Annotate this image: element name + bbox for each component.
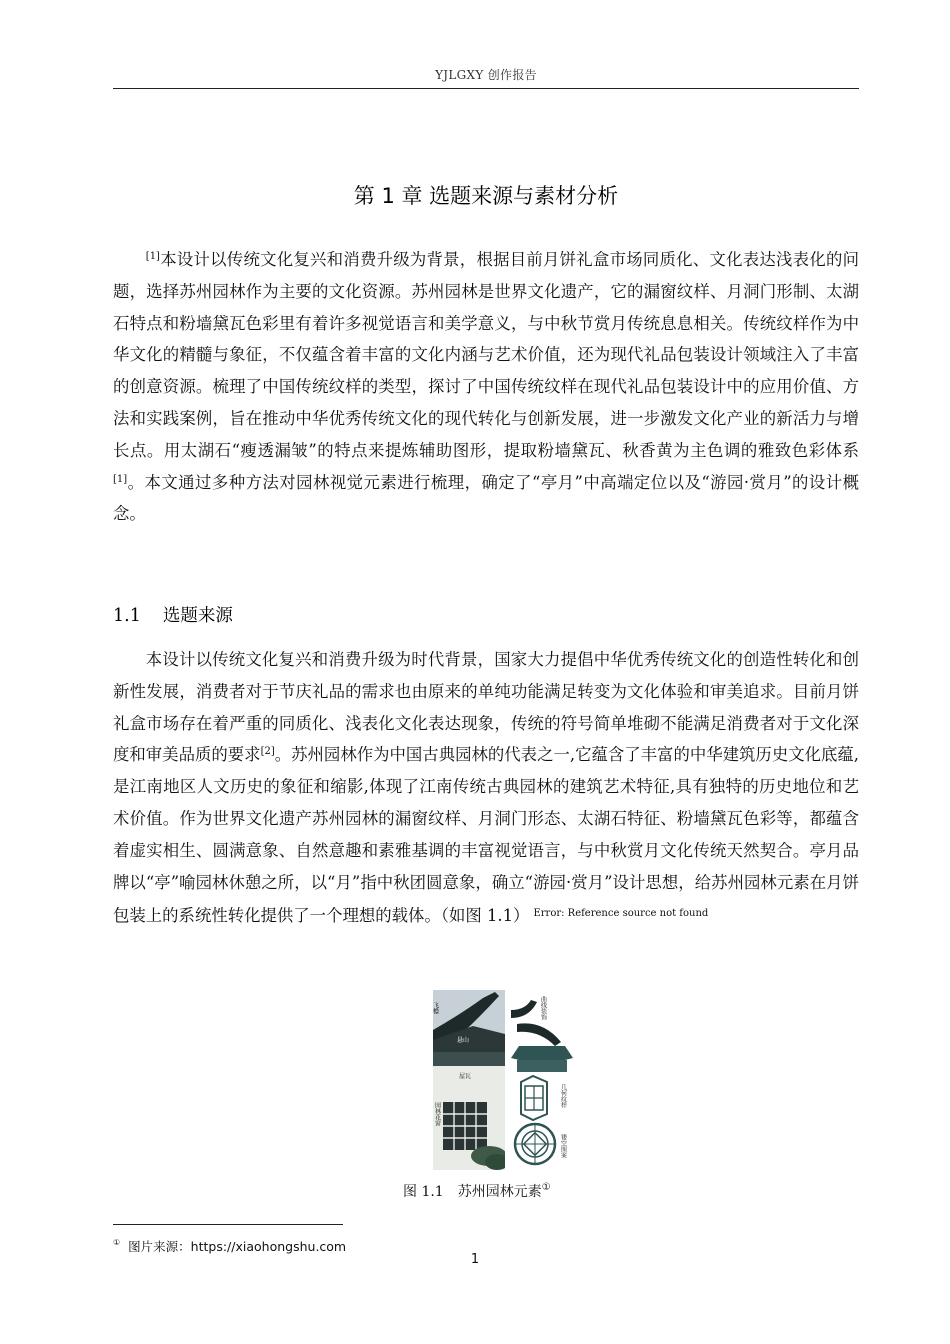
section-number: 1.1: [113, 606, 141, 626]
section-title: 选题来源: [162, 606, 233, 626]
caption-number: 图 1.1: [403, 1184, 444, 1200]
label-feiyan: 飞檐: [431, 1002, 439, 1014]
reference-error-note: Error: Reference source not found: [533, 908, 709, 920]
roof-ridge-icon: [511, 1046, 573, 1060]
footnote-text: 图片来源：https://xiaohongshu.com: [128, 1239, 347, 1254]
intro-text-b: 。本文通过多种方法对园林视觉元素进行梳理，确定了“亭月”中高端定位以及“游园·赏月”的设计概念。: [113, 472, 859, 524]
intro-reference-mark: [1]: [145, 251, 160, 262]
chapter-title: 第 1 章 选题来源与素材分析: [353, 184, 619, 208]
label-wuwa: 屋瓦: [459, 1073, 472, 1080]
hollow-pattern-icon: [515, 1124, 555, 1164]
intro-reference-mark-2: [1]: [113, 473, 128, 485]
label-loukong: 镂空图案: [559, 1134, 567, 1158]
page-header: YJLGXY 创作报告: [435, 68, 537, 82]
roof-tile-icon: [433, 1052, 505, 1066]
label-quxian: 曲线装饰: [539, 996, 547, 1020]
intro-paragraph: [113, 244, 859, 530]
page-number: 1: [470, 1252, 480, 1267]
suzhou-garden-elements-figure: [433, 990, 579, 1170]
intro-text-a: 本设计以传统文化复兴和消费升级为背景，根据目前月饼礼盒市场同质化、文化表达浅表化的问题，选择苏州园林作为主要的文化资源。苏州园林是世界文化遗产，它的漏窗纹样、月洞门形制、太湖石特点和粉墙黛瓦色彩里有着许多视觉语言和美学意义，与中秋节赏月传统息息相关。传统纹样作为中华文化的精髓与象征，不仅蕴含着丰富的文化内涵与艺术价值，还为现代礼品包装设计领域注入了丰富的创意资源。梳理了中国传统纹样的类型，探讨了中国传统纹样在现代礼品包装设计中的应用价值、方法和实践案例，旨在推动中华优秀传统文化的现代转化与创新发展，进一步激发文化产业的新活力与增长点。用太湖石“瘦透漏皱”的特点来提炼辅助图形，提取粉墙黛瓦、秋香黄为主色调的雅致色彩体系: [113, 250, 859, 460]
body-reference-mark: [2]: [260, 746, 275, 758]
label-yuanlin: 园林花窗: [433, 1102, 441, 1126]
body-text-b: 。苏州园林作为中国古典园林的代表之一,它蕴含了丰富的中华建筑历史文化底蕴,是江南地区人文历史的象征和缩影,体现了江南传统古典园林的建筑艺术特征,具有独特的历史地位和艺术价值。作为世界文化遗产苏州园林的漏窗纹样、月洞门形态、太湖石特征、粉墙黛瓦色彩等，都蕴含着虚实相生、圆满意象、自然意趣和素雅基调的丰富视觉语言，与中秋赏月文化传统天然契合。亭月品牌以“亭”喻园林休憩之所，以“月”指中秋团圆意象，确立“游园·赏月”设计思想，给苏州园林元素在月饼包装上的系统性转化提供了一个理想的载体。（如图 1.1）: [113, 745, 860, 926]
body-paragraph: [113, 644, 859, 932]
label-jihe: 几何纹样: [559, 1084, 567, 1108]
label-xuanshan: 悬山: [457, 1037, 470, 1044]
footnote-mark: ①: [113, 1238, 121, 1247]
caption-footnote-mark: ①: [541, 1182, 551, 1193]
header-rule: [113, 88, 859, 89]
section-heading: [113, 602, 233, 627]
body-text-a: 本设计以传统文化复兴和消费升级为时代背景，国家大力提倡中华优秀传统文化的创造性转化和创新性发展，消费者对于节庆礼品的需求也由原来的单纯功能满足转变为文化体验和审美追求。目前月饼礼盒市场存在着严重的同质化、浅表化文化表达现象，传统的符号简单堆砌不能满足消费者对于文化深度和审美品质的要求: [113, 650, 859, 765]
caption-title: 苏州园林元素: [457, 1184, 542, 1200]
footnote-rule: [113, 1224, 343, 1225]
figure-caption: [403, 1181, 551, 1201]
